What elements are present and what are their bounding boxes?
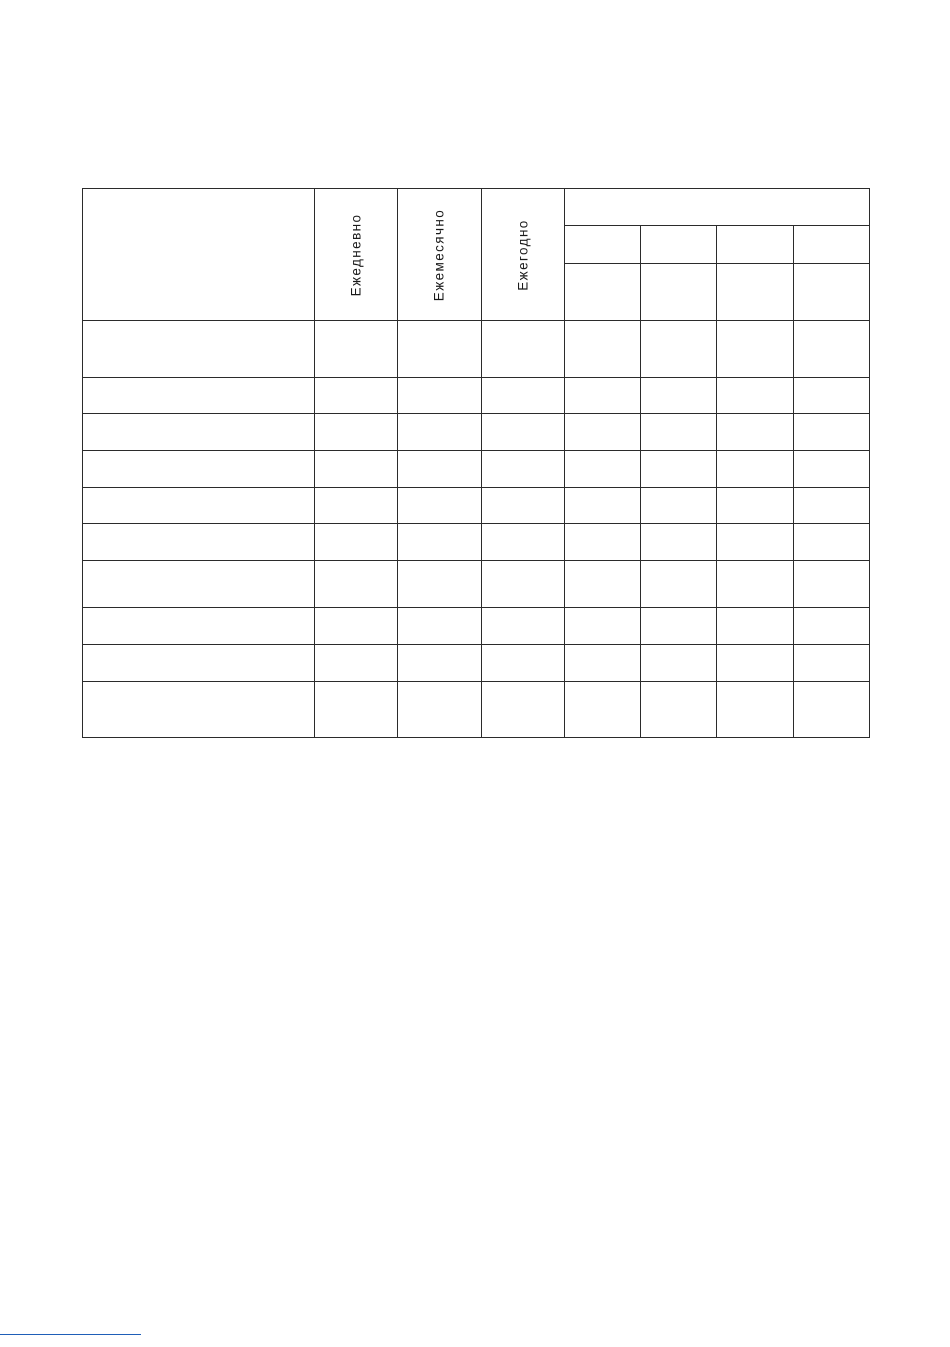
table-cell xyxy=(83,451,315,488)
table-cell xyxy=(717,414,793,451)
table-cell xyxy=(641,488,717,524)
table-cell xyxy=(314,378,397,414)
table-cell xyxy=(83,608,315,645)
header-row-1 xyxy=(83,189,870,226)
table-cell xyxy=(398,451,481,488)
table-row xyxy=(83,378,870,414)
table-cell xyxy=(83,645,315,682)
table-cell xyxy=(717,608,793,645)
table-cell xyxy=(83,488,315,524)
table-cell xyxy=(481,682,564,738)
table-cell xyxy=(398,378,481,414)
table-cell xyxy=(717,488,793,524)
table-cell xyxy=(717,451,793,488)
table-row xyxy=(83,524,870,561)
table-cell xyxy=(641,561,717,608)
header-sub-cell xyxy=(564,226,640,263)
table-cell xyxy=(793,321,869,378)
table-cell xyxy=(481,378,564,414)
table-cell xyxy=(793,608,869,645)
table-cell xyxy=(398,608,481,645)
table-cell xyxy=(717,682,793,738)
table-cell xyxy=(793,488,869,524)
table-cell xyxy=(717,561,793,608)
table-cell xyxy=(481,608,564,645)
table-cell xyxy=(717,378,793,414)
table-cell xyxy=(398,561,481,608)
table-cell xyxy=(793,682,869,738)
table-cell xyxy=(564,321,640,378)
table-cell xyxy=(481,451,564,488)
header-sub-cell xyxy=(793,226,869,263)
table-cell xyxy=(398,524,481,561)
table-cell xyxy=(398,321,481,378)
header-yearly-label: Ежегодно xyxy=(515,218,531,291)
table-cell xyxy=(641,451,717,488)
table-cell xyxy=(717,524,793,561)
header-sub-cell xyxy=(717,263,793,320)
table-cell xyxy=(314,608,397,645)
table-cell xyxy=(398,645,481,682)
table-row xyxy=(83,451,870,488)
header-sub-cell xyxy=(793,263,869,320)
table-cell xyxy=(793,414,869,451)
table-cell xyxy=(793,451,869,488)
table-cell xyxy=(481,488,564,524)
table-cell xyxy=(83,378,315,414)
table-cell xyxy=(481,414,564,451)
table-cell xyxy=(314,561,397,608)
table-row xyxy=(83,488,870,524)
header-sub-cell xyxy=(641,263,717,320)
table-row xyxy=(83,321,870,378)
header-monthly-cell xyxy=(398,189,481,321)
table-row xyxy=(83,682,870,738)
table-cell xyxy=(481,321,564,378)
table-cell xyxy=(793,524,869,561)
table-cell xyxy=(717,321,793,378)
table-cell xyxy=(481,645,564,682)
table-cell xyxy=(83,561,315,608)
table-cell xyxy=(564,451,640,488)
table-row xyxy=(83,608,870,645)
table-cell xyxy=(793,378,869,414)
table-cell xyxy=(83,321,315,378)
table-cell xyxy=(314,682,397,738)
table-cell xyxy=(564,561,640,608)
table-cell xyxy=(564,682,640,738)
table-cell xyxy=(83,524,315,561)
table-row xyxy=(83,414,870,451)
table-cell xyxy=(793,645,869,682)
footnote-rule xyxy=(0,1334,141,1335)
header-sub-cell xyxy=(564,263,640,320)
header-sub-cell xyxy=(641,226,717,263)
table-cell xyxy=(564,524,640,561)
header-daily-cell xyxy=(314,189,397,321)
maintenance-schedule-table xyxy=(82,188,870,738)
table-cell xyxy=(314,488,397,524)
table-cell xyxy=(481,524,564,561)
table-row xyxy=(83,561,870,608)
table-cell xyxy=(641,682,717,738)
table-cell xyxy=(398,414,481,451)
table-cell xyxy=(314,645,397,682)
table-cell xyxy=(83,682,315,738)
header-daily-label: Ежедневно xyxy=(348,213,364,296)
table-cell xyxy=(641,524,717,561)
table-cell xyxy=(564,414,640,451)
table-cell xyxy=(641,608,717,645)
table-cell xyxy=(83,414,315,451)
table-cell xyxy=(564,378,640,414)
table-cell xyxy=(717,645,793,682)
table-cell xyxy=(564,645,640,682)
table-cell xyxy=(793,561,869,608)
table-cell xyxy=(564,608,640,645)
table-cell xyxy=(481,561,564,608)
header-yearly-cell xyxy=(481,189,564,321)
table-cell xyxy=(314,524,397,561)
table-cell xyxy=(398,488,481,524)
table-cell xyxy=(641,378,717,414)
table-cell xyxy=(641,414,717,451)
header-group-cell xyxy=(564,189,869,226)
header-sub-cell xyxy=(717,226,793,263)
header-monthly-label: Ежемесячно xyxy=(431,208,447,301)
table-cell xyxy=(314,414,397,451)
table-row xyxy=(83,645,870,682)
table-cell xyxy=(314,321,397,378)
table-cell xyxy=(398,682,481,738)
table-cell xyxy=(641,645,717,682)
table-cell xyxy=(641,321,717,378)
header-item-cell xyxy=(83,189,315,321)
table-cell xyxy=(564,488,640,524)
table-cell xyxy=(314,451,397,488)
